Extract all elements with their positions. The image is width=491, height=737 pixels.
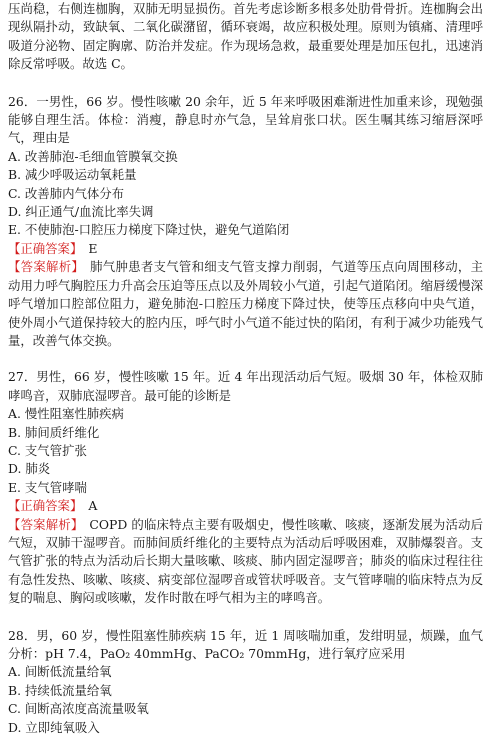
option-c: C. 间断高浓度高流量吸氧 xyxy=(8,701,149,717)
spacer xyxy=(8,350,483,368)
correct-answer xyxy=(8,240,483,258)
question-stem: 28．男，60 岁，慢性阻塞性肺疾病 15 年，近 1 周咳喘加重，发绀明显，烦躁，血气分析：pH 7.4，PaO₂ 40mmHg、PaCO₂ 70mmHg，进行氧疗应采用 xyxy=(8,627,483,661)
question-26 xyxy=(8,93,483,351)
spacer xyxy=(8,74,483,93)
option-e: E. 支气管哮喘 xyxy=(8,479,87,495)
correct-answer xyxy=(8,497,483,515)
answer-explanation xyxy=(8,516,483,608)
option-b: B. 减少呼吸运动氧耗量 xyxy=(8,167,137,183)
option-e: E. 不使肺泡-口腔压力梯度下降过快，避免气道陷闭 xyxy=(8,222,290,238)
question-stem: 27．男性，66 岁，慢性咳嗽 15 年。近 4 年出现活动后气短。吸烟 30 年，体检双肺哮鸣音，双肺底湿啰音。最可能的诊断是 xyxy=(8,369,483,403)
explanation-tag: 【答案解析】 xyxy=(8,259,85,275)
option-d: D. 肺炎 xyxy=(8,461,51,477)
document-page xyxy=(8,0,483,737)
option-c: C. 改善肺内气体分布 xyxy=(8,185,125,201)
option-b: B. 肺间质纤维化 xyxy=(8,424,100,440)
explanation-text: 肺气肿患者支气管和细支气管支撑力削弱，气道等压点向周围移动，主动用力呼气胸腔压力升高会压迫等压点以及外周较小气道，引起气道陷闭。缩唇缓慢深呼气增加口腔部位阻力，避免肺泡-口腔压力梯度下降过快，使等压点移向中央气道，使外周小气道保持较大的腔内压，呼气时小气道不能过快的陷闭，有利于减少功能残气量，改善气体交换。 xyxy=(8,259,484,348)
intro-paragraph: 压尚稳，右侧连枷胸，双肺无明显损伤。首先考虑诊断多根多处肋骨骨折。连枷胸会出现纵隔扑动，致缺氧、二氧化碳潴留，循环衰竭，故应积极处理。原则为镇痛、清理呼吸道分泌物、固定胸廓、防治并发症。作为现场急救，最重要处理是加压包扎，迅速消除反常呼吸。故选 C。 xyxy=(8,1,483,72)
answer-value: E xyxy=(88,240,98,256)
option-a: A. 改善肺泡-毛细血管膜氧交换 xyxy=(8,148,178,164)
question-stem: 26．一男性，66 岁。慢性咳嗽 20 余年，近 5 年来呼吸困难渐进性加重来诊，现勉强能够自理生活。体检：消瘦，静息时亦气急，呈耸肩张口状。医生嘱其练习缩唇深呼气，理由是 xyxy=(8,93,483,146)
answer-value: A xyxy=(88,498,98,514)
option-a: A. 慢性阻塞性肺疾病 xyxy=(8,406,124,422)
explanation-tag: 【答案解析】 xyxy=(8,516,84,532)
answer-explanation xyxy=(8,258,483,350)
option-d: D. 立即纯氧吸入 xyxy=(8,719,100,735)
answer-tag: 【正确答案】 xyxy=(8,240,83,256)
option-a: A. 间断低流量给氧 xyxy=(8,664,112,680)
option-c: C. 支气管扩张 xyxy=(8,442,87,458)
question-28 xyxy=(8,627,483,737)
explanation-text: COPD 的临床特点主要有吸烟史，慢性咳嗽、咳痰，逐渐发展为活动后气短，双肺干湿啰音。而肺间质纤维化的主要特点为活动后呼吸困难，双肺爆裂音。支气管扩张的特点为活动后长期大量咳嗽、咳痰、肺内固定湿啰音；肺炎的临床过程往往有急性发热、咳嗽、咳痰、病变部位湿啰音或管状呼吸音。支气管哮喘的临床特点为反复的喘息、胸闷或咳嗽，发作时散在呼气相为主的哮鸣音。 xyxy=(8,516,484,606)
question-27 xyxy=(8,368,483,607)
spacer xyxy=(8,608,483,627)
answer-tag: 【正确答案】 xyxy=(8,498,83,514)
option-b: B. 持续低流量给氧 xyxy=(8,682,112,698)
option-d: D. 纠正通气/血流比率失调 xyxy=(8,204,154,220)
